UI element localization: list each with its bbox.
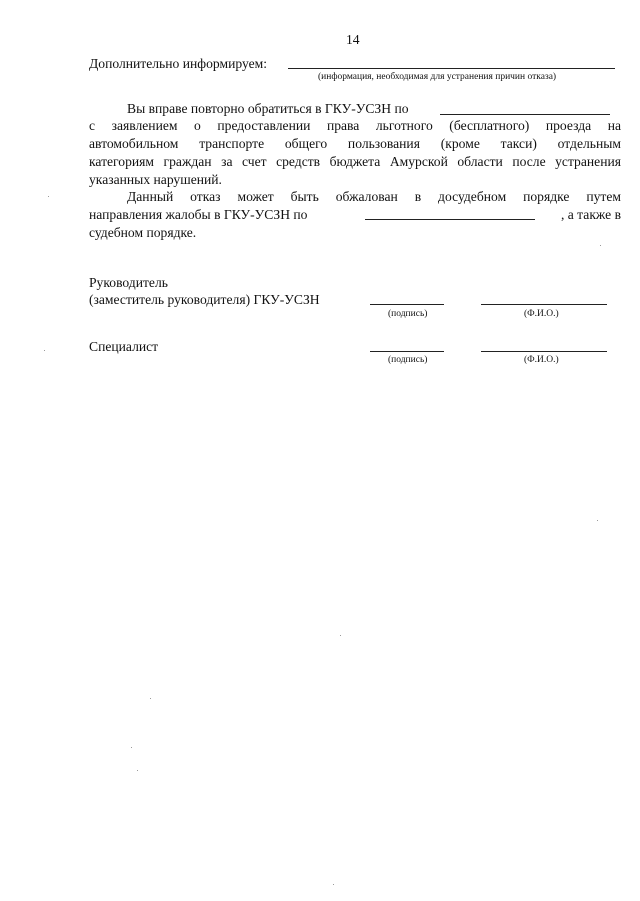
specialist-title: Специалист (89, 339, 159, 354)
scan-speck (340, 635, 341, 636)
reapply-line-3: автомобильном транспорте общего пользования (кроме такси) отдельным (89, 136, 621, 151)
reapply-line-2: с заявлением о предоставлении права льготного (бесплатного) проезда на (89, 118, 621, 133)
scan-speck (137, 770, 138, 771)
additional-info-blank (288, 68, 615, 69)
scan-speck (333, 884, 334, 885)
appeal-line-2-start: направления жалобы в ГКУ-УСЗН по (89, 207, 308, 222)
head-title-line-2: (заместитель руководителя) ГКУ-УСЗН (89, 292, 320, 307)
reapply-line-4: категориям граждан за счет средств бюджета Амурской области после устранения (89, 154, 621, 169)
specialist-signature-line (370, 351, 444, 352)
scan-speck (600, 245, 601, 246)
head-name-caption: (Ф.И.О.) (524, 309, 559, 319)
scan-speck (44, 350, 45, 351)
reapply-line-1: Вы вправе повторно обратиться в ГКУ-УСЗН по (127, 101, 409, 116)
additional-info-caption: (информация, необходимая для устранения причин отказа) (318, 72, 557, 82)
appeal-line-1: Данный отказ может быть обжалован в досудебном порядке путем (127, 189, 621, 204)
scan-speck (48, 196, 49, 197)
appeal-line-3: судебном порядке. (89, 225, 197, 240)
reapply-line-5: указанных нарушений. (89, 172, 222, 187)
additional-info-label: Дополнительно информируем: (89, 56, 267, 71)
head-signature-caption: (подпись) (388, 309, 428, 319)
scan-speck (150, 698, 151, 699)
appeal-line-2-end: , а также в (560, 207, 621, 222)
head-name-line (481, 304, 607, 305)
specialist-name-line (481, 351, 607, 352)
page-number: 14 (346, 32, 360, 47)
scan-speck (131, 747, 132, 748)
specialist-signature-caption: (подпись) (388, 355, 428, 365)
head-title-line-1: Руководитель (89, 275, 168, 290)
scan-speck (597, 520, 598, 521)
appeal-blank (365, 219, 535, 220)
reapply-blank (440, 114, 610, 115)
specialist-name-caption: (Ф.И.О.) (524, 355, 559, 365)
head-signature-line (370, 304, 444, 305)
